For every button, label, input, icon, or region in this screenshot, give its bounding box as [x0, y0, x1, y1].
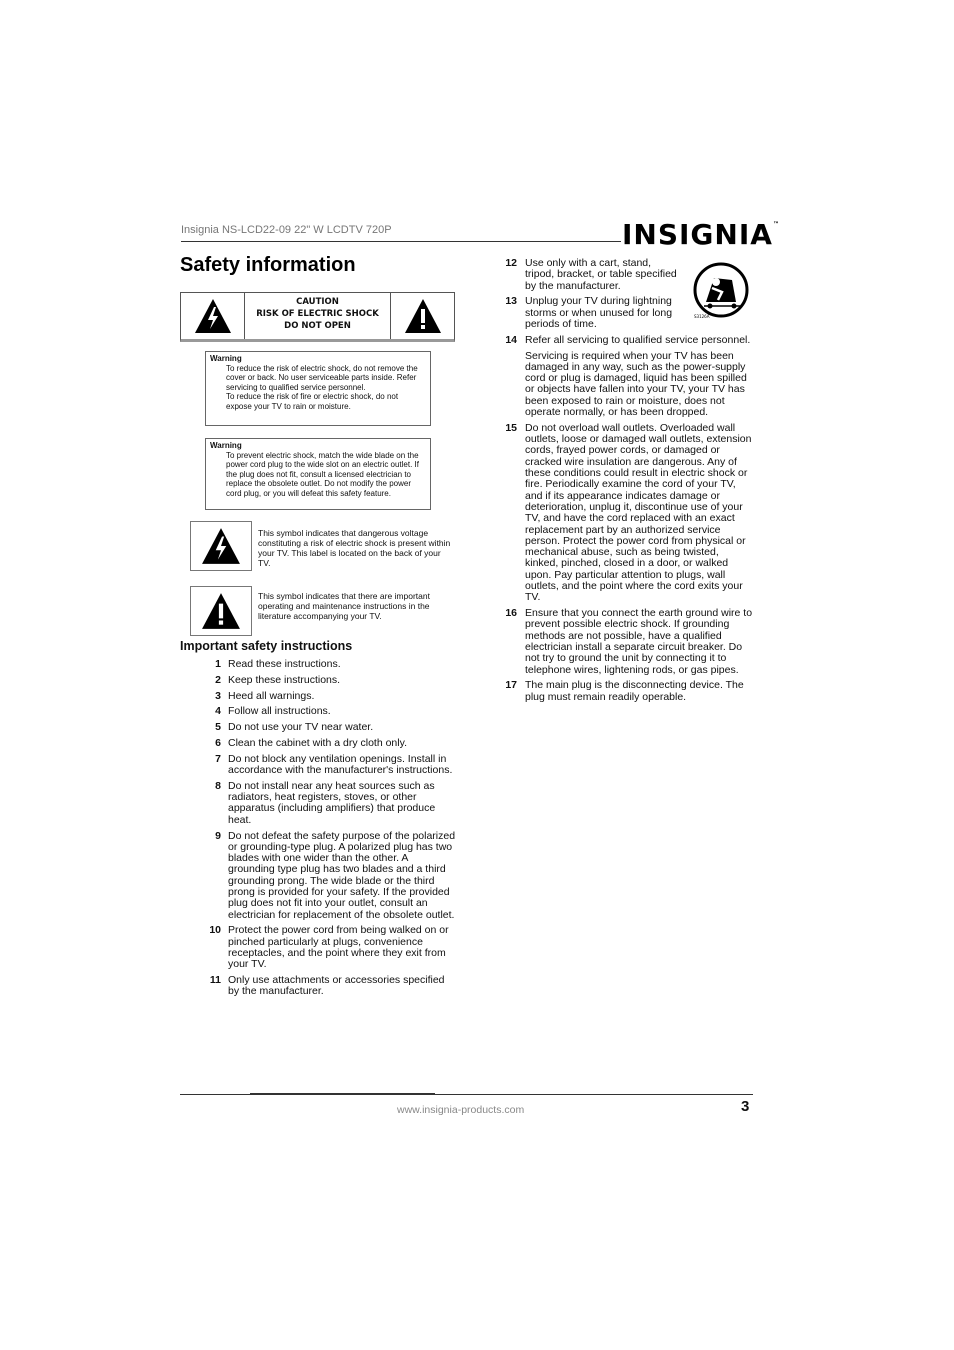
item-number: 11	[209, 974, 221, 987]
page-number: 3	[741, 1098, 750, 1115]
item-number: 8	[215, 779, 221, 792]
item-text: Do not use your TV near water.	[228, 721, 374, 734]
exclamation-symbol-icon	[190, 586, 252, 636]
lightning-symbol-description: This symbol indicates that dangerous voltage constituting a risk of electric shock is present within your TV. This label is located on the back of your TV.	[258, 528, 451, 568]
warning-box-plug	[205, 438, 431, 510]
list-item	[476, 608, 753, 676]
item-text: Read these instructions.	[228, 658, 341, 670]
item-number: 4	[215, 705, 221, 718]
item-number: 5	[215, 721, 221, 734]
lightning-warning-icon	[181, 293, 245, 339]
safety-instructions-list-left	[180, 659, 457, 1002]
list-item	[476, 296, 753, 330]
list-item	[180, 781, 457, 826]
list-item	[476, 335, 753, 419]
warning-text: To prevent electric shock, match the wide blade on the power cord plug to the wide slot on an electric outlet. If the plug does not fit, consult a licensed electrician to replace the obsolete outlet. Do not modify the power cord plug, or you will defeat this safety feature.	[226, 450, 419, 498]
exclamation-warning-icon	[390, 293, 454, 339]
list-item	[180, 831, 457, 921]
item-text: Heed all warnings.	[228, 689, 315, 702]
list-item	[180, 659, 457, 670]
footer-url: www.insignia-products.com	[397, 1104, 525, 1116]
item-text: Clean the cabinet with a dry cloth only.	[228, 736, 407, 749]
item-number: 13	[505, 295, 517, 308]
list-item	[180, 706, 457, 717]
document-header-title: Insignia NS-LCD22-09 22" W LCDTV 720P	[181, 224, 392, 236]
item-text: Do not defeat the safety purpose of the polarized or grounding-type plug. A polarized plug has two blades with one wider than the other. A grounding type plug has two blades and a third grounding prong. The wide blade or the third prong is provided for your safety. If the provided plug does not fit into your outlet, consult an electrician for replacement of the obsolete outlet.	[228, 829, 456, 921]
insignia-logo	[622, 218, 780, 251]
caution-line-1: CAUTION	[296, 297, 339, 307]
item-number: 15	[505, 421, 517, 434]
trademark-mark: ™	[772, 220, 780, 228]
item-number: 3	[215, 689, 221, 702]
list-item	[180, 754, 457, 777]
list-item	[476, 258, 753, 292]
item-number: 7	[215, 752, 221, 765]
item-text: Keep these instructions.	[228, 673, 341, 686]
page-title: Safety information	[180, 254, 356, 276]
safety-instructions-list-right	[476, 258, 753, 707]
item-text: Do not block any ventilation openings. Install in accordance with the manufacturer's instructions.	[228, 752, 453, 777]
lightning-symbol-icon	[190, 521, 252, 571]
item-number: 14	[505, 333, 517, 346]
item-number: 2	[215, 673, 221, 686]
item-text: Unplug your TV during lightning storms or when unused for long periods of time.	[525, 295, 673, 330]
list-item	[180, 925, 457, 970]
item-number: 12	[505, 257, 517, 269]
warning-text: To reduce the risk of fire or electric shock, do not expose your TV to rain or moisture.	[226, 392, 399, 411]
caution-line-2: RISK OF ELECTRIC SHOCK	[256, 309, 379, 319]
item-number: 16	[505, 607, 517, 620]
list-item	[476, 680, 753, 703]
exclamation-symbol-description: This symbol indicates that there are important operating and maintenance instructions in the literature accompanying your TV.	[258, 591, 430, 621]
item-number: 9	[215, 829, 221, 842]
list-item	[180, 738, 457, 749]
list-item	[180, 975, 457, 998]
warning-title: Warning	[210, 354, 242, 363]
item-text: Do not overload wall outlets. Overloaded wall outlets, loose or damaged wall outlets, extension cords, frayed power cords, or damaged or cracked wire insulation are dangerous. Any of these conditions could result in electric shock or fire. Periodically examine the cord of your TV, and if its appearance indicates damage or deterioration, unplug it, discontinue use of your TV, and have the cord replaced with an exact replacement part by an authorized service person. Protect the power cord from physical or mechanical abuse, such as being twisted, kinked, pinched, closed in a door, or walked upon. Pay particular attention to plugs, wall outlets, and the point where the cord exits your TV.	[525, 421, 752, 604]
item-text: Protect the power cord from being walked on or pinched particularly at plugs, convenience receptacles, and the point where they exit from your TV.	[228, 924, 449, 971]
item-text: Only use attachments or accessories specified by the manufacturer.	[228, 974, 445, 998]
cart-icon-label: S3126A	[694, 314, 710, 319]
item-number: 10	[209, 924, 221, 937]
list-item	[476, 423, 753, 604]
section-heading: Important safety instructions	[180, 639, 353, 653]
warning-box-shock	[205, 351, 431, 426]
item-text: Follow all instructions.	[228, 705, 331, 718]
warning-title: Warning	[210, 441, 242, 450]
caution-label	[180, 292, 455, 342]
item-text: Ensure that you connect the earth ground wire to prevent possible electric shock. If grounding methods are not possible, have a qualified electrician install a separate circuit breaker. Do not try to ground the unit by connecting it to telephone wires, lightening rods, or gas pipes.	[525, 607, 753, 676]
caution-text	[245, 293, 390, 339]
header-rule	[181, 241, 621, 242]
brand-name: INSIGNIA	[622, 218, 773, 251]
list-item	[180, 691, 457, 702]
item-text: The main plug is the disconnecting device. The plug must remain readily operable.	[525, 679, 744, 703]
warning-text: To reduce the risk of electric shock, do not remove the cover or back. No user serviceable parts inside. Refer servicing to qualified service personnel.	[226, 363, 418, 392]
item-number: 6	[215, 736, 221, 749]
item-number: 17	[505, 679, 517, 692]
caution-line-3: DO NOT OPEN	[284, 321, 351, 331]
list-item	[180, 722, 457, 733]
item-number: 1	[215, 658, 221, 670]
item-text: Use only with a cart, stand, tripod, bracket, or table specified by the manufacturer.	[525, 257, 677, 292]
item-text: Do not install near any heat sources such as radiators, heat registers, stoves, or other apparatus (including amplifiers) that produce heat.	[228, 779, 436, 826]
list-item	[180, 675, 457, 686]
footer-rule-accent	[250, 1093, 435, 1095]
item-text: Refer all servicing to qualified service personnel.	[525, 333, 751, 346]
item-subtext: Servicing is required when your TV has been damaged in any way, such as the power-supply cord or plug is damaged, liquid has been spilled or objects have fallen into your TV, your TV has been exposed to rain or moisture, does not operate normally, or has been dropped.	[525, 349, 747, 419]
